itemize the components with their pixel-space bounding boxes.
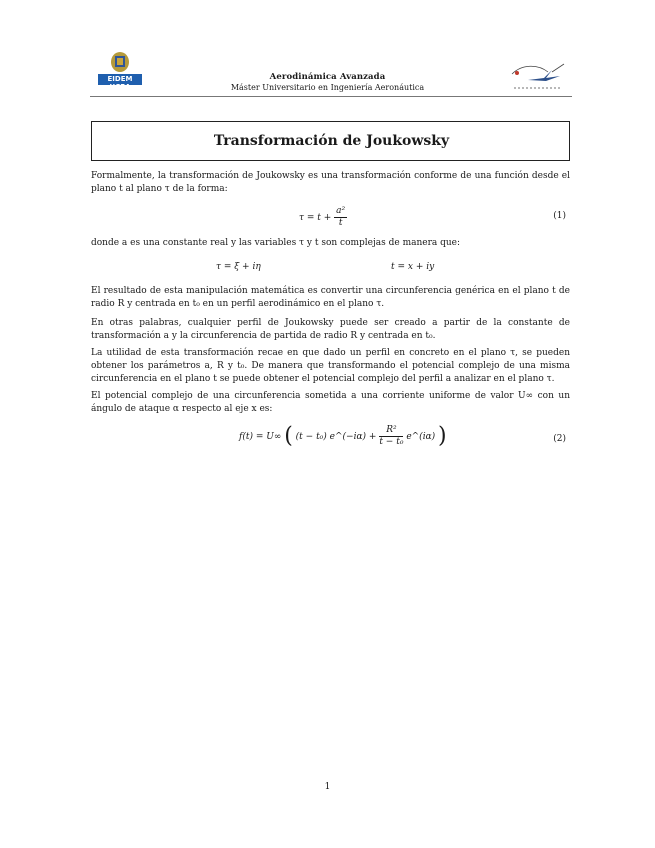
equation-2 bbox=[91, 423, 570, 453]
page-number: 1 bbox=[324, 782, 331, 792]
header-program-name: Máster Universitario en Ingeniería Aeronáutica bbox=[230, 83, 425, 92]
paragraph-other-words: En otras palabras, cualquier perfil de Joukowsky puede ser creado a partir de la constante de transformación a y la circunferencia de partida de radio R y centrada en t₀. bbox=[91, 318, 570, 341]
eq1-denominator: t bbox=[338, 218, 343, 228]
header-course-name: Aerodinámica Avanzada bbox=[269, 72, 386, 82]
paragraph-result: El resultado de esta manipulación matemática es convertir una circunferencia genérica en el plano t de radio R y centrada en t₀ en un perfil aerodinámico en el plano τ. bbox=[91, 286, 570, 309]
equation-number-1: (1) bbox=[553, 211, 566, 221]
eq1-numerator: a² bbox=[336, 206, 346, 216]
eq1-lhs: τ = t + bbox=[299, 213, 332, 223]
eq2-open-paren: ( bbox=[284, 423, 293, 449]
eq2-denominator: t − t₀ bbox=[379, 437, 404, 447]
paragraph-variables: donde a es una constante real y las variables τ y t son complejas de manera que: bbox=[91, 238, 461, 248]
aero-logo bbox=[508, 62, 566, 90]
equation-t: t = x + iy bbox=[391, 262, 435, 272]
equation-1 bbox=[91, 200, 570, 230]
eq2-lhs: f(t) = U∞ bbox=[239, 432, 282, 442]
page-title: Transformación de Joukowsky bbox=[213, 133, 450, 149]
header-rule bbox=[90, 96, 572, 97]
eq2-close-paren: ) bbox=[438, 423, 447, 449]
paragraph-intro: Formalmente, la transformación de Joukowsky es una transformación conforme de una función desde el plano t al plano τ de la forma: bbox=[91, 171, 570, 194]
equation-tau: τ = ξ + iη bbox=[216, 262, 261, 272]
title-box bbox=[91, 121, 570, 161]
eq2-tail: e^(iα) bbox=[406, 432, 436, 442]
eq2-numerator: R² bbox=[379, 425, 403, 437]
eq2-fraction bbox=[379, 425, 403, 448]
logo-left-text: EIDEM UCEA bbox=[107, 75, 133, 91]
equation-number-2: (2) bbox=[553, 434, 566, 444]
paragraph-potential: El potencial complejo de una circunferencia sometida a una corriente uniforme de valor U∞ con un ángulo de ataque α respecto al eje x es: bbox=[91, 391, 570, 414]
eq1-fraction bbox=[334, 206, 347, 229]
paragraph-utility: La utilidad de esta transformación recae en que dado un perfil en concreto en el plano τ, se pueden obtener los parámetros a, R y t₀. De manera que transformando el potencial complejo de una misma circunferencia en el plano t se puede obtener el potencial complejo del perfil a analizar en el plano τ. bbox=[91, 348, 570, 384]
eq2-term1: (t − t₀) e^(−iα) + bbox=[295, 432, 377, 442]
